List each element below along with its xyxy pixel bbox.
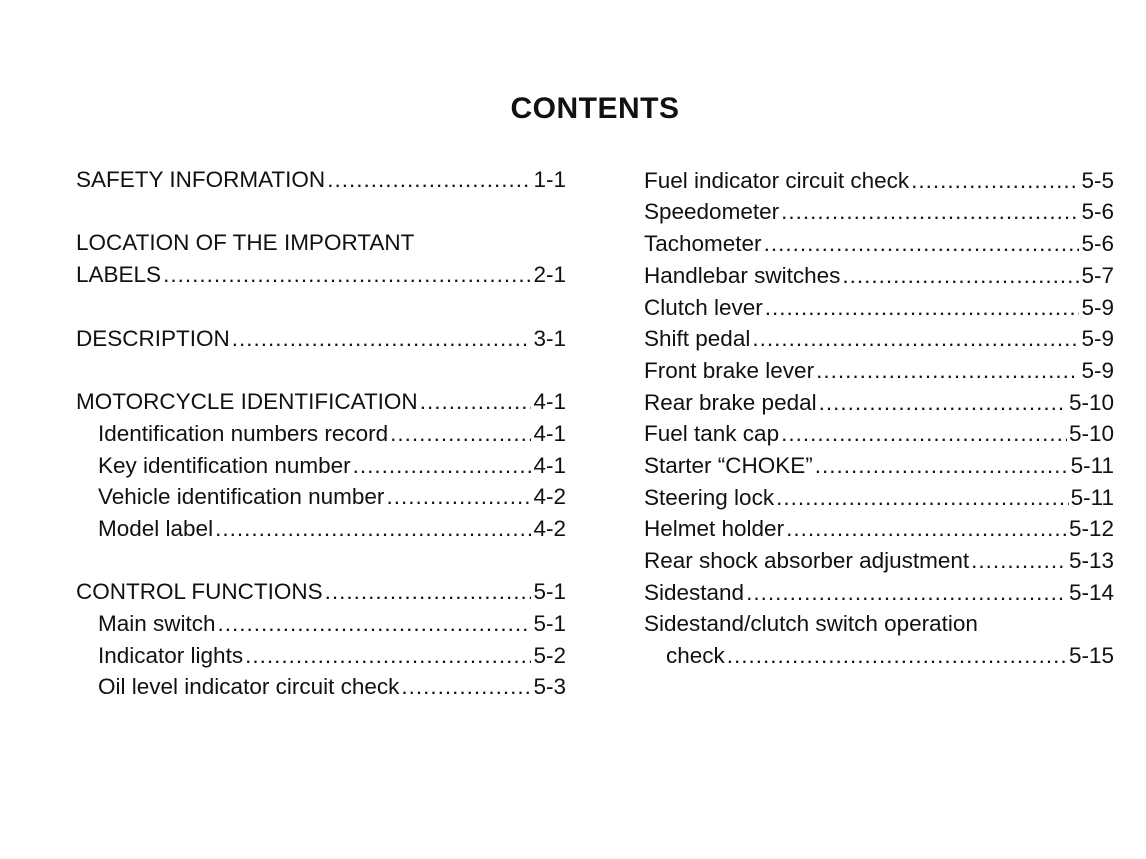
toc-leader-dots [776, 482, 1069, 514]
toc-entry-page: 5-1 [533, 579, 566, 604]
toc-entry-title: Identification numbers record [98, 421, 389, 446]
toc-leader-dots [816, 355, 1079, 387]
toc-leader-dots [353, 450, 532, 482]
toc-entry-title: Vehicle identification number [98, 484, 385, 509]
toc-leader-dots [815, 450, 1069, 482]
toc-entry-title: Rear brake pedal [644, 390, 817, 415]
toc-entry-page: 5-5 [1081, 168, 1114, 193]
toc-entry-title: DESCRIPTION [76, 326, 230, 351]
toc-leader-dots [390, 418, 531, 450]
toc-entry-page: 5-6 [1081, 231, 1114, 256]
toc-leader-dots [842, 260, 1079, 292]
toc-entry-title: Shift pedal [644, 326, 751, 351]
toc-entry-page: 5-3 [533, 674, 566, 699]
toc-entry[interactable] [98, 418, 566, 450]
toc-entry[interactable] [76, 227, 566, 259]
toc-entry-page: 5-9 [1081, 358, 1114, 383]
toc-entry-title: Fuel tank cap [644, 421, 780, 446]
toc-entry-title: Sidestand [644, 580, 745, 605]
toc-entry[interactable] [644, 387, 1114, 419]
toc-entry-page: 5-9 [1081, 326, 1114, 351]
toc-leader-dots [420, 386, 532, 418]
toc-entry[interactable] [76, 323, 566, 355]
toc-entry-page: 5-14 [1068, 580, 1114, 605]
toc-entry-title: Helmet holder [644, 516, 785, 541]
toc-entry-title: Handlebar switches [644, 263, 841, 288]
toc-leader-dots [781, 196, 1079, 228]
toc-leader-dots [765, 292, 1080, 324]
toc-leader-dots [325, 576, 532, 608]
toc-entry-title: Fuel indicator circuit check [644, 168, 910, 193]
toc-entry-page: 5-11 [1070, 485, 1114, 510]
toc-leader-dots [401, 671, 531, 703]
toc-entry-title: Indicator lights [98, 643, 244, 668]
toc-entry-page: 4-1 [533, 421, 566, 446]
toc-entry-page: 1-1 [533, 167, 566, 192]
toc-entry-page: 3-1 [533, 326, 566, 351]
toc-leader-dots [218, 608, 532, 640]
toc-entry-page: 5-2 [533, 643, 566, 668]
toc-entry-page: 5-9 [1081, 295, 1114, 320]
toc-entry-title: LOCATION OF THE IMPORTANT [76, 230, 415, 255]
toc-entry-title: Speedometer [644, 199, 780, 224]
toc-entry[interactable] [644, 482, 1114, 514]
toc-entry[interactable] [76, 386, 566, 418]
toc-entry-title: Rear shock absorber adjustment [644, 548, 970, 573]
toc-entry-page: 2-1 [533, 262, 566, 287]
toc-leader-dots [752, 323, 1079, 355]
toc-entry[interactable] [76, 259, 566, 291]
toc-entry-title: Sidestand/clutch switch operation [644, 611, 978, 636]
toc-entry-title: Starter “CHOKE” [644, 453, 813, 478]
toc-entry-title: Clutch lever [644, 295, 763, 320]
toc-entry-page: 5-12 [1068, 516, 1114, 541]
toc-entry-page: 5-11 [1070, 453, 1114, 478]
toc-entry[interactable] [644, 450, 1114, 482]
toc-entry-title: Oil level indicator circuit check [98, 674, 400, 699]
toc-entry[interactable] [76, 164, 566, 196]
toc-entry-page: 5-10 [1068, 421, 1114, 446]
toc-leader-dots [386, 481, 531, 513]
toc-entry[interactable] [644, 292, 1114, 324]
toc-leader-dots [727, 640, 1067, 672]
toc-leader-dots [786, 513, 1067, 545]
toc-entry[interactable] [644, 608, 1114, 640]
toc-entry[interactable] [644, 545, 1114, 577]
toc-entry[interactable] [644, 196, 1114, 228]
page-title: CONTENTS [510, 92, 680, 125]
toc-entry-title: LABELS [76, 262, 162, 287]
toc-entry-page: 5-7 [1081, 263, 1114, 288]
toc-entry[interactable] [666, 640, 1114, 672]
toc-entry[interactable] [644, 228, 1114, 260]
toc-entry-title: Model label [98, 516, 214, 541]
toc-entry-title: CONTROL FUNCTIONS [76, 579, 323, 604]
toc-leader-dots [971, 545, 1067, 577]
toc-entry-page: 5-13 [1068, 548, 1114, 573]
toc-entry[interactable] [644, 165, 1114, 197]
toc-entry-page: 5-15 [1068, 643, 1114, 668]
toc-entry[interactable] [98, 513, 566, 545]
toc-leader-dots [327, 164, 531, 196]
toc-leader-dots [911, 165, 1079, 197]
toc-entry[interactable] [98, 450, 566, 482]
toc-leader-dots [215, 513, 531, 545]
toc-entry-title: Steering lock [644, 485, 775, 510]
toc-leader-dots [232, 323, 532, 355]
toc-entry[interactable] [98, 671, 566, 703]
toc-entry[interactable] [76, 576, 566, 608]
toc-entry-title: Front brake lever [644, 358, 815, 383]
toc-entry[interactable] [644, 418, 1114, 450]
toc-entry-page: 4-2 [533, 484, 566, 509]
toc-entry[interactable] [644, 513, 1114, 545]
toc-entry[interactable] [644, 355, 1114, 387]
toc-leader-dots [746, 577, 1067, 609]
toc-entry-title: Main switch [98, 611, 216, 636]
toc-entry-title: Key identification number [98, 453, 351, 478]
toc-entry-title: MOTORCYCLE IDENTIFICATION [76, 389, 418, 414]
toc-leader-dots [764, 228, 1080, 260]
toc-entry[interactable] [98, 640, 566, 672]
toc-entry[interactable] [644, 323, 1114, 355]
toc-entry-page: 4-2 [533, 516, 566, 541]
toc-entry[interactable] [98, 608, 566, 640]
toc-entry-page: 4-1 [533, 453, 566, 478]
toc-entry-title: Tachometer [644, 231, 762, 256]
toc-leader-dots [781, 418, 1067, 450]
toc-entry-title: check [666, 643, 725, 668]
toc-leader-dots [245, 640, 531, 672]
toc-entry-page: 5-6 [1081, 199, 1114, 224]
toc-entry-page: 5-1 [533, 611, 566, 636]
toc-entry-title: SAFETY INFORMATION [76, 167, 326, 192]
toc-entry-page: 4-1 [533, 389, 566, 414]
toc-leader-dots [819, 387, 1067, 419]
toc-entry[interactable] [644, 577, 1114, 609]
toc-entry[interactable] [98, 481, 566, 513]
toc-entry-page: 5-10 [1068, 390, 1114, 415]
toc-entry[interactable] [644, 260, 1114, 292]
toc-leader-dots [163, 259, 531, 291]
